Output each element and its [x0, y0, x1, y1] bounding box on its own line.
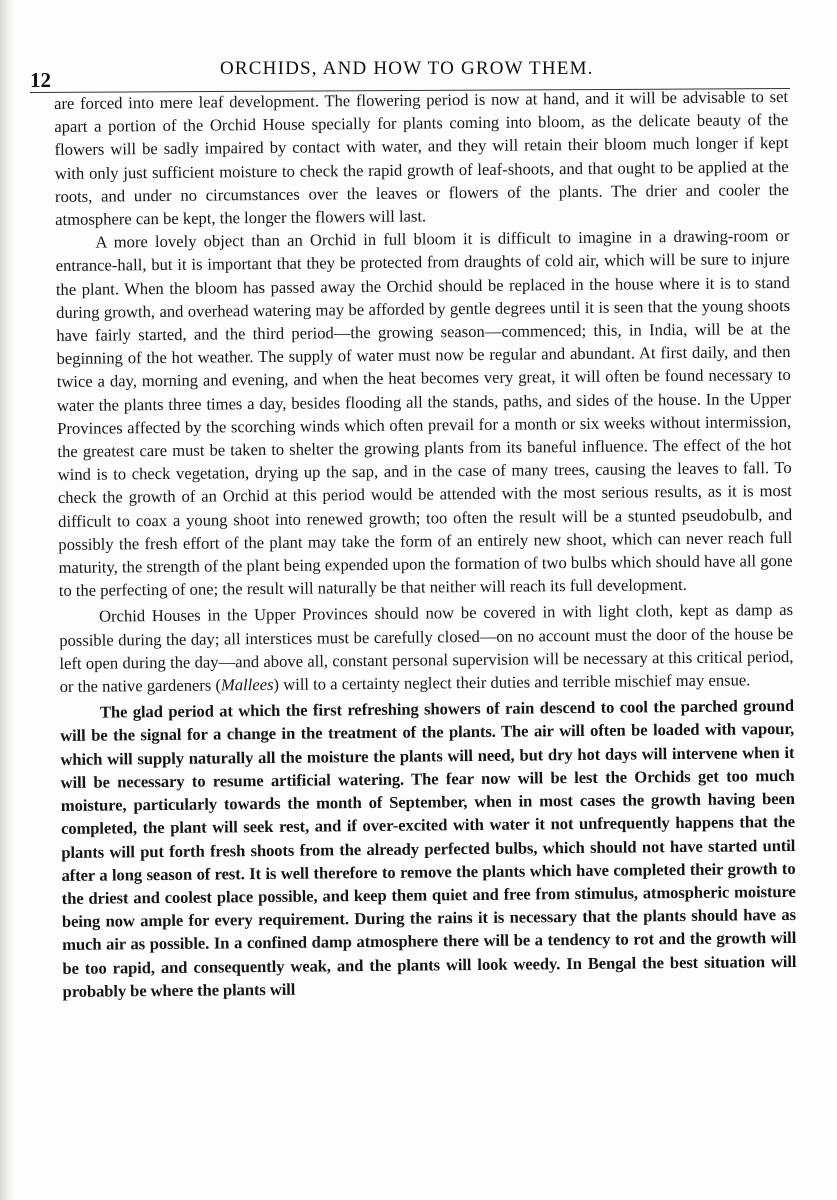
running-head: ORCHIDS, AND HOW TO GROW THEM.	[220, 58, 594, 79]
body-text	[54, 85, 797, 1003]
paragraph-3-text-a: Orchid Houses in the Upper Provinces should now be covered in with light cloth, kept as damp as possible during the day; all interstices must be carefully closed—on no account must the door of the house be left open during the day—and above all, constant personal supervision will be necessary at this critical period, or the native gardeners (	[59, 600, 794, 697]
paragraph-3-text-b: ) will to a certainty neglect their duties and terrible mischief may ensue.	[273, 670, 751, 694]
paragraph-3	[59, 598, 794, 698]
paragraph-1: are forced into mere leaf development. The flowering period is now at hand, and it will be advisable to set apart a portion of the Orchid House specially for plants coming into bloom, as the delicate beauty of the flowers will be sadly impaired by contact with water, and they will retain their bloom much longer if kept with only just sufficient moisture to check the rapid growth of leaf-shoots, and that ought to be applied at the roots, and under no circumstances over the leaves or flowers of the plants. The drier and cooler the atmosphere can be kept, the longer the flowers will last.	[54, 86, 790, 230]
page-gutter-shadow	[0, 0, 16, 1200]
paragraph-2: A more lovely object than an Orchid in full bloom it is difficult to imagine in a drawing-room or entrance-hall, but it is important that they be protected from draughts of cold air, which will be sure to injure the plant. When the bloom has passed away the Orchid should be replaced in the house where it is to stand during growth, and overhead watering may be afforded by gentle degrees until it is seen that the young shoots have fairly started, and the third period—the growing season—commenced; this, in India, will be at the beginning of the hot weather. The supply of water must now be regular and abundant. At first daily, and then twice a day, morning and evening, and when the heat becomes very great, it will often be found necessary to water the plants three times a day, besides flooding all the stands, paths, and sides of the house. In the Upper Provinces affected by the scorching winds which often prevail for a month or six weeks without intermission, the greatest care must be taken to shelter the growing plants from its baneful influence. The effect of the hot wind is to check vegetation, drying up the sap, and in the case of many trees, causing the leaves to fall. To check the growth of an Orchid at this period would be attended with the most serious results, as it is most difficult to coax a young shoot into renewed growth; too often the result will be a stunted pseudobulb, and possibly the fresh effort of the plant may take the form of an entirely new shoot, which can never reach full maturity, the strength of the plant being expended upon the formation of two bulbs which should have all gone to the perfecting of one; the result will naturally be that neither will reach its full development.	[55, 226, 793, 601]
paragraph-4: The glad period at which the first refreshing showers of rain descend to cool the parched ground will be the signal for a change in the treatment of the plants. The air will often be loaded with vapour, which will supply naturally all the moisture the plants will need, but dry hot days will intervene when it will be necessary to resume artificial watering. The fear now will be lest the Orchids get too much moisture, particularly towards the month of September, when in most cases the growth having been completed, the plant will seek rest, and if over-excited with water it not unfrequently happens that the plants will put forth fresh shoots from the already perfected bulbs, which should not have started until after a long season of rest. It is well therefore to remove the plants which have completed their growth to the driest and coolest place possible, and keep them quiet and free from stimulus, atmospheric moisture being now ample for every requirement. During the rains it is necessary that the plants should have as much air as possible. In a confined damp atmosphere there will be a tendency to rot and the growth will be too rapid, and consequently weak, and the plants will look weedy. In Bengal the best situation will probably be where the plants will	[60, 696, 797, 1001]
page-number: 12	[30, 68, 51, 92]
paragraph-3-italic-term: Mallees	[220, 674, 274, 695]
